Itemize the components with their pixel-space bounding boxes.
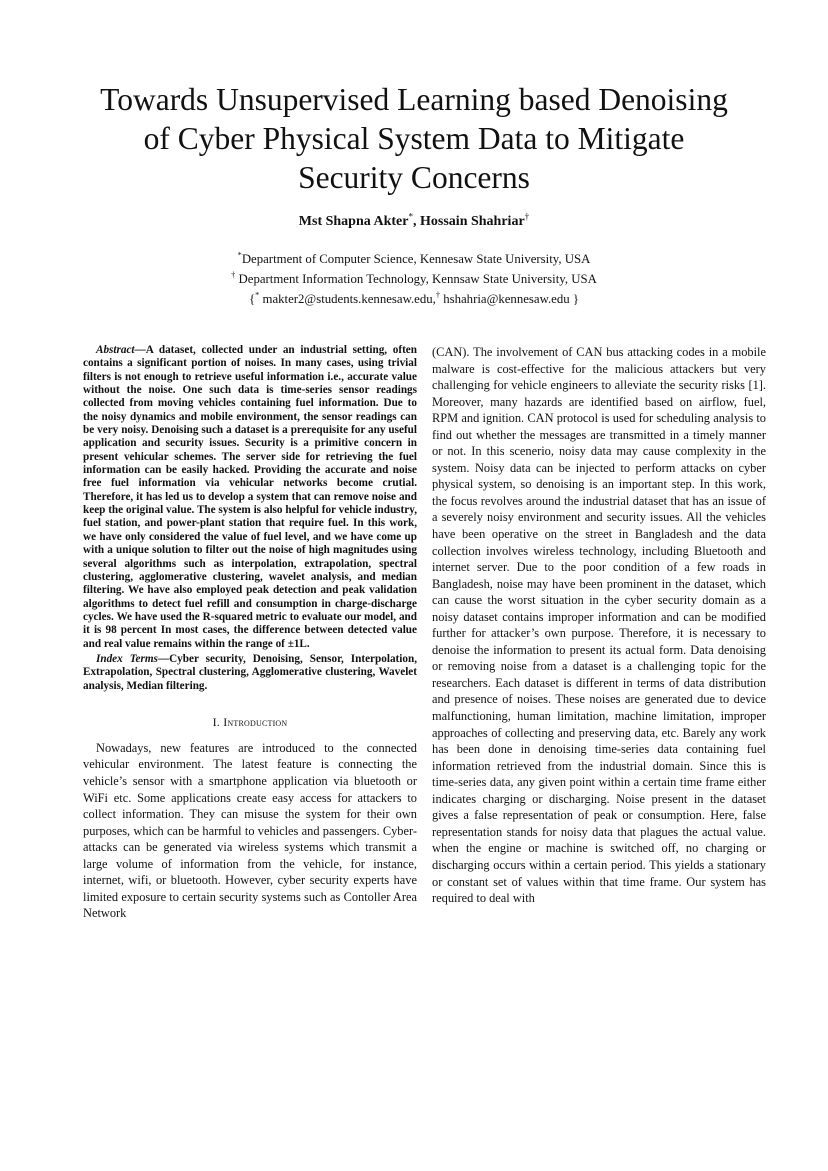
affiliations bbox=[60, 249, 768, 309]
title-line-2: of Cyber Physical System Data to Mitigate bbox=[143, 121, 685, 156]
email-line bbox=[60, 289, 768, 309]
left-column bbox=[83, 344, 417, 922]
author-name: Mst Shapna Akter bbox=[298, 214, 409, 229]
email-mark: * bbox=[255, 290, 260, 300]
right-column bbox=[432, 344, 766, 907]
section-number: I. bbox=[212, 714, 224, 729]
title-line-1: Towards Unsupervised Learning based Denoising bbox=[100, 82, 728, 117]
section-title: Introduction bbox=[223, 714, 288, 729]
author-mark: † bbox=[524, 211, 530, 222]
email-brace: { bbox=[248, 292, 256, 306]
author-mark: * bbox=[408, 211, 414, 222]
abstract-label: Abstract bbox=[96, 344, 135, 356]
intro-paragraph-right: (CAN). The involvement of CAN bus attacking codes in a mobile malware is cost-effective for the malicious attackers but very challenging for vehicle engineers to alleviate the security risks [1]. Moreover, many hazards are identified based on airflow, fuel, RPM and ignition. CAN protocol is used for scheduling analysis to find out whether the messages are transmitted in a timely manner or not. In this scenerio, noisy data may cause complexity in the system. Noisy data can be injected to perform attacks on cyber physical system, so denoising is an important step. In this work, the focus revolves around the industrial dataset that has an issue of a severely noisy environment and security issues. All the vehicles have been operative on the street in Bangladesh and the data collection involves wireless technology, including Bluetooth and internet server. Due to the poor condition of a few roads in Bangladesh, noise may have been prominent in the dataset, which can cause the worst situation in the cyber security domain as a noisy dataset contains improper information and can be modified further for attacker’s own purpose. Therefore, it is necessary to denoise the information to present its actual form. Data denoising or removing noise from a dataset is a challenging topic for the researchers. Each dataset is different in terms of data distribution and presence of noises. These noises are generated due to device malfunctioning, human limitation, machine limitation, improper approaches of collecting and preserving data, etc. Barely any work has been done in denoising time-series data containing fuel information retrieved from the industrial domain. Since this is time-series data, any given point within a certain time frame either indicates charging or discharging. Noise present in the dataset gives a false representation of peak or consumption. Here, false representation stands for noisy data that plagues the actual value. when the engine or machine is switched off, no charging or discharging occurs within a certain period. This yields a stationary or constant set of values within that time frame. Our system has required to deal with bbox=[432, 345, 766, 906]
paper-title bbox=[60, 80, 768, 197]
author-list bbox=[60, 211, 768, 230]
abstract-text: —A dataset, collected under an industrial setting, often contains a significant portion of noises. In many cases, using trivial filters is not enough to retrieve useful information i.e., accurate value without the noise. One such data is time-series sensor readings collected from moving vehicles containing fuel information. Due to the noisy dynamics and mobile environment, the sensor readings can be very noisy. Denoising such a dataset is a prerequisite for any useful application and security issues. Security is a primitive concern in present vehicular schemes. The server side for retrieving the fuel information can be easily hacked. Providing the accurate and noise free fuel information via vehicular networks become crutial. Therefore, it has led us to develop a system that can remove noise and keep the original value. The system is also helpful for vehicle industry, fuel station, and power-plant station that require fuel. In this work, we have only considered the value of fuel level, and we have come up with a unique solution to filter out the noise of high magnitudes using several algorithms such as interpolation, extrapolation, spectral clustering, agglomerative clustering, wavelet analysis, and median filtering. We have also employed peak detection and peak validation algorithms to detect fuel refill and consumption in charge-discharge cycles. We have used the R-squared metric to evaluate our model, and it is 98 percent In most cases, the difference between detected value and real value remains within the range of ±1L. bbox=[83, 344, 417, 650]
index-terms-label: Index Terms bbox=[96, 652, 158, 665]
abstract bbox=[83, 344, 417, 651]
email-text: hshahria@kennesaw.edu } bbox=[440, 292, 579, 306]
title-line-3: Security Concerns bbox=[298, 160, 530, 195]
affiliation-mark: † bbox=[231, 270, 236, 280]
section-heading bbox=[83, 715, 417, 730]
affiliation-text: Department of Computer Science, Kennesaw State University, USA bbox=[241, 252, 591, 266]
affiliation-mark: * bbox=[237, 250, 242, 260]
index-terms-text: —Cyber security, Denoising, Sensor, Interpolation, Extrapolation, Spectral clustering, Agglomerative clustering, Wavelet analysis, Median filtering. bbox=[83, 652, 417, 692]
email-text: makter2@students.kennesaw.edu, bbox=[259, 292, 436, 306]
email-mark: † bbox=[435, 290, 441, 300]
affiliation-line bbox=[60, 249, 768, 269]
affiliation-line bbox=[60, 269, 768, 289]
author-name: Hossain Shahriar bbox=[420, 214, 525, 229]
author-separator: , bbox=[413, 214, 421, 229]
index-terms bbox=[83, 653, 417, 693]
affiliation-text: Department Information Technology, Kennsaw State University, USA bbox=[235, 272, 597, 286]
intro-paragraph-left: Nowadays, new features are introduced to the connected vehicular environment. The latest feature is connecting the vehicle’s sensor with a smartphone application via bluetooth or WiFi etc. Some applications create easy access for attackers to collect information. They can misuse the system for their own purposes, which can be harmful to vehicles and passengers. Cyber-attacks can be generated via wireless systems which transmit a large volume of information from the vehicle, for instance, internet, wifi, or bluetooth. However, cyber security experts have limited exposure to certain security systems such as Contoller Area Network bbox=[83, 740, 417, 921]
